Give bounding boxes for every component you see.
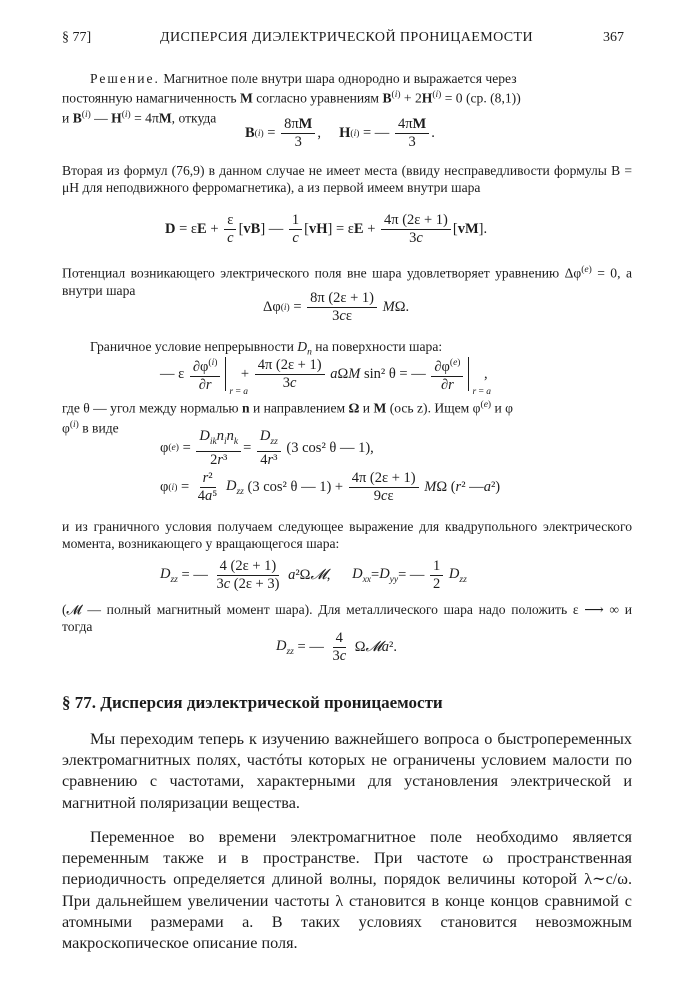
equation-b-h-inside: B (i) = $\frac{8\pi M}{3}$ , H (i) = — $\frac{4\pi M}{3}$ .: [245, 116, 435, 150]
solution-paragraph-2: Вторая из формул (76,9) в данном случае не имеет места (ввиду несправедливости формулы B = μH для неподвижного ферромагнетика), а из первой имеем внутри шара: [62, 163, 632, 195]
header-running-title: ДИСПЕРСИЯ ДИЭЛЕКТРИЧЕСКОЙ ПРОНИЦАЕМОСТИ: [160, 30, 533, 45]
section-paragraph-1: Мы переходим теперь к изучению важнейшего вопроса о быстропеременных электромагнитных полях, частóты которых не ограничены условием малости по сравнению с частотами, характерными для установления электрической и магнитной поляризации вещества.: [62, 730, 632, 812]
solution-paragraph-3: Потенциал возникающего электрического поля вне шара удовлетворяет уравнению $\Delta\varphi^{(e)} = 0$, а внутри шара: [62, 265, 632, 298]
header-section-ref: § 77]: [62, 30, 92, 45]
header-page-number: 367: [603, 30, 624, 45]
equation-phi-outside: φ (e) = $\frac{D_{ik}n_in_k}{\text{2r³}}$ = $\frac{D_{zz}}{\text{4r³}}$ (3 cos² θ — 1),: [160, 428, 374, 468]
section-paragraph-2: Переменное во времени электромагнитное поле необходимо является переменным также и в пространстве. При частоте ω пространственная периодичность определяется длиной волны, порядок величины которой λ∼c/ω. При дальнейшем увеличении частоты λ становится в конце концов сравнимой с атомными размерами a. В таких условиях становится невозможным макроскопическое описание поля.: [62, 828, 632, 953]
section-number: § 77.: [62, 693, 96, 712]
solution-paragraph-1: Решение. Магнитное поле внутри шара однородно и выражается через постоянную намагниченность M согласно уравнениям $B^{(i)} + 2H^{(i)} = 0$ (ср. (8,1)) и $B^{(i)}$ — $H^{(i)} = 4\pi M$, откуда: [62, 71, 521, 126]
solution-paragraph-7: (𝓜 — полный магнитный момент шара). Для металлического шара надо положить ε ⟶ ∞ и тогда: [62, 602, 632, 634]
section-heading: [62, 693, 443, 713]
solution-paragraph-6: и из граничного условия получаем следующее выражение для квадрупольного электрического момента, возникающего у вращающегося шара:: [62, 519, 632, 551]
equation-metallic-sphere: $D_{zz}$ = — $\frac{4}{3c}$ Ω 𝓜a ².: [276, 630, 398, 664]
solution-paragraph-5: где θ — угол между нормалью n и направлением Ω и M (ось z). Ищем $\varphi^{(e)}$ и φ $\varphi^{(i)}$ в виде: [62, 400, 514, 436]
equation-laplacian-inside: Δφ (i) = $\frac{8\pi (2\varepsilon + 1)}{3c\varepsilon}$ M Ω.: [263, 290, 410, 324]
equation-phi-inside: φ (i) = $\frac{\text{r²}}{\text{4a⁵}}$ $D_{zz}$ (3 cos² θ — 1) + $\frac{4\pi (2\varepsilon + 1)}{9c\varepsilon}$ M Ω ( r ² — a ²): [160, 470, 501, 504]
equation-quadrupole-moment: $D_{zz}$ = — $\frac{4 (2\varepsilon + 1)}{3c (2\varepsilon + 3)}$ a ²Ω 𝓜 , $D_{xx}$ = $D_{yy}$ = — $\frac{1}{2}$ $D_{zz}$: [160, 558, 467, 592]
equation-d-field: D = ε E + $\frac{\varepsilon}{c}$ [ vB ] — $\frac{1}{c}$ [ vH ] = ε E + $\frac{4\pi (2\varepsilon + 1)}{3c}$ [ vM ].: [165, 212, 488, 246]
solution-label: Решение.: [90, 71, 160, 86]
section-title: Дисперсия диэлектрической проницаемости: [100, 693, 443, 712]
equation-boundary-condition: — ε $\frac{\partial\varphi^{(i)}}{\partial r}$ r = a + $\frac{4\pi (2\varepsilon + 1)}{3c}$ a Ω M sin² θ = — $\frac{\partial\varphi^{(e)}}{\partial r}$ r = a ,: [160, 356, 492, 398]
solution-paragraph-4: Граничное условие непрерывности $D_n$ на поверхности шара:: [90, 339, 443, 358]
